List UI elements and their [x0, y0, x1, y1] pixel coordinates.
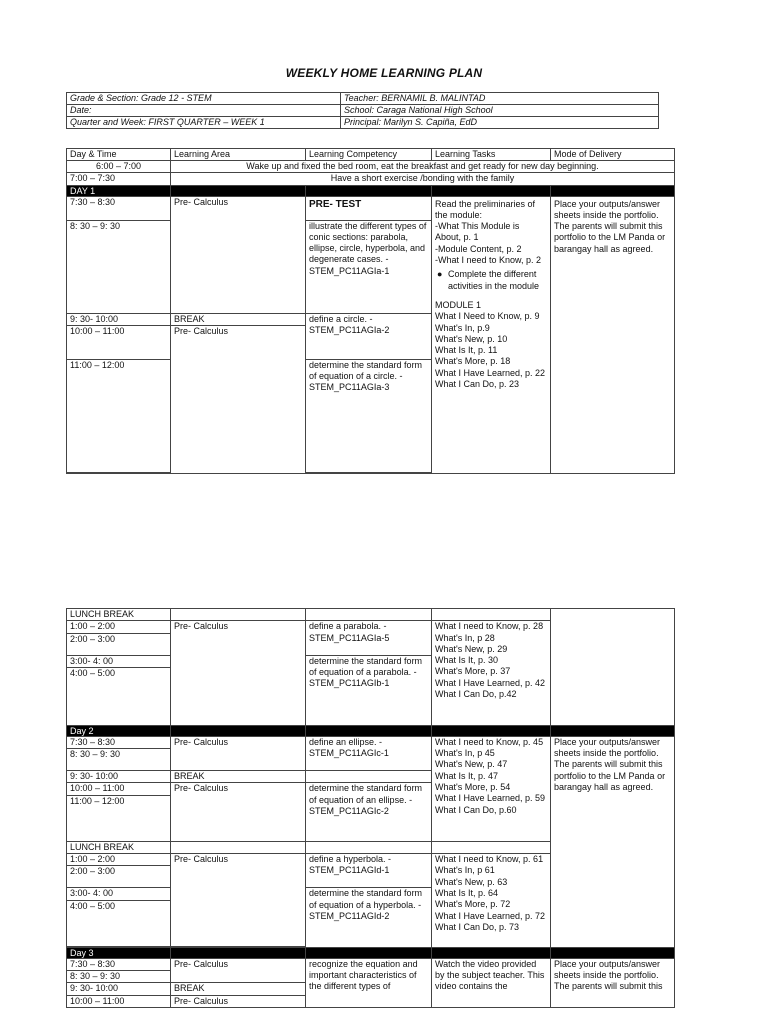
grade-section: Grade & Section: Grade 12 - STEM [67, 93, 341, 105]
task-bullet-text: Complete the different activities in the module [448, 269, 540, 291]
delivery-cell: Place your outputs/answer sheets inside the portfolio. The parents will submit this portfolio to the LM Panda or barangay hall as agreed. [551, 196, 675, 473]
task-intro: Read the preliminaries of the module: [435, 198, 536, 220]
quarter-week: Quarter and Week: FIRST QUARTER – WEEK 1 [67, 117, 341, 129]
learning-area: Pre- Calculus [171, 621, 306, 726]
module-item: What's More, p. 18 [435, 356, 511, 367]
learning-tasks-cell [432, 196, 551, 473]
routine-row [67, 161, 675, 173]
time-slot: 9: 30- 10:00 [67, 771, 171, 783]
module-item: What's In, p 28 [435, 632, 495, 643]
time-slot: 1:00 – 2:00 [67, 621, 171, 633]
competency: define a circle. - STEM_PC11AGIa-2 [306, 313, 432, 359]
module-item: What's New, p. 29 [435, 643, 508, 654]
day-label: DAY 1 [67, 185, 171, 196]
module-item: What I need to Know, p. 45 [435, 736, 544, 747]
learning-area: Pre- Calculus [171, 196, 306, 313]
principal: Principal: Marilyn S. Capiña, EdD [341, 117, 659, 129]
time-slot: 7:30 – 8:30 [67, 736, 171, 748]
bullet-icon: ● [437, 269, 443, 280]
pretest-label: PRE- TEST [306, 196, 432, 220]
module-item: What I Can Do, p. 73 [435, 921, 520, 932]
school: School: Caraga National High School [341, 105, 659, 117]
module-item: What I Have Learned, p. 59 [435, 793, 546, 804]
competency: define a hyperbola. - STEM_PC11AGId-1 [306, 854, 432, 888]
page-title: WEEKLY HOME LEARNING PLAN [285, 66, 483, 80]
module-label: MODULE 1 [435, 299, 482, 310]
time-slot: 11:00 – 12:00 [67, 359, 171, 472]
day-header-row [67, 947, 675, 958]
routine-row [67, 173, 675, 185]
learning-area: Pre- Calculus [171, 854, 306, 947]
routine-time: 6:00 – 7:00 [67, 161, 171, 173]
module-item: What's In, p 45 [435, 748, 495, 759]
competency: determine the standard form of equation of an ellipse. -STEM_PC11AGIc-2 [306, 783, 432, 841]
header-tasks: Learning Tasks [432, 149, 551, 161]
module-item: What's In, p.9 [435, 322, 490, 333]
module-item: What I Need to Know, p. 9 [435, 311, 540, 322]
learning-area: Pre- Calculus [171, 958, 306, 983]
header-row [67, 149, 675, 161]
time-slot: 3:00- 4: 00 [67, 888, 171, 900]
day-label: Day 2 [67, 725, 171, 736]
module-item: What I Can Do, p.60 [435, 804, 517, 815]
delivery-cell: Place your outputs/answer sheets inside the portfolio. The parents will submit this portfolio to the LM Panda or barangay hall as agreed. [551, 736, 675, 947]
time-slot: 4:00 – 5:00 [67, 667, 171, 725]
delivery-cell [551, 609, 675, 726]
time-slot: 10:00 – 11:00 [67, 995, 171, 1007]
time-slot: 9: 30- 10:00 [67, 983, 171, 995]
time-slot: 2:00 – 3:00 [67, 633, 171, 655]
module-item: What's More, p. 37 [435, 666, 511, 677]
task-line: -What I need to Know, p. 2 [435, 255, 542, 266]
module-item: What's New, p. 47 [435, 759, 508, 770]
time-slot: 10:00 – 11:00 [67, 783, 171, 795]
routine-activity: Have a short exercise /bonding with the family [171, 173, 675, 185]
module-item: What I Have Learned, p. 42 [435, 677, 546, 688]
competency: define an ellipse. - STEM_PC11AGIc-1 [306, 736, 432, 770]
module-item: What I Can Do, p.42 [435, 689, 517, 700]
competency: determine the standard form of equation of a circle. - STEM_PC11AGIa-3 [306, 359, 432, 472]
module-item: What's New, p. 63 [435, 876, 508, 887]
learning-area: Pre- Calculus [171, 736, 306, 770]
header-area: Learning Area [171, 149, 306, 161]
learning-area: BREAK [171, 313, 306, 325]
task-line: -Module Content, p. 2 [435, 243, 522, 254]
routine-time: 7:00 – 7:30 [67, 173, 171, 185]
time-slot: 8: 30 – 9: 30 [67, 970, 171, 982]
module-item: What Is It, p. 64 [435, 887, 499, 898]
header-competency: Learning Competency [306, 149, 432, 161]
plan-table-continued [66, 608, 675, 1008]
competency: recognize the equation and important characteristics of the different types of [306, 958, 432, 1007]
module-item: What I need to Know, p. 28 [435, 621, 544, 632]
time-slot: 4:00 – 5:00 [67, 900, 171, 946]
competency: illustrate the different types of conic sections: parabola, ellipse, circle, hyperbola, and degenerate cases. - STEM_PC11AGIa-1 [306, 220, 432, 313]
module-item: What's More, p. 54 [435, 782, 511, 793]
time-slot: 7:30 – 8:30 [67, 958, 171, 970]
schedule-row [67, 736, 675, 748]
lunch-break: LUNCH BREAK [67, 841, 171, 853]
plan-table [66, 148, 675, 474]
date: Date: [67, 105, 341, 117]
time-slot: 11:00 – 12:00 [67, 795, 171, 841]
module-item: What Is It, p. 47 [435, 770, 499, 781]
learning-tasks-cell [432, 736, 551, 841]
learning-tasks-cell [432, 621, 551, 726]
day-header-row [67, 725, 675, 736]
time-slot: 3:00- 4: 00 [67, 655, 171, 667]
learning-area: BREAK [171, 771, 306, 783]
schedule-row [67, 958, 675, 970]
header-delivery: Mode of Delivery [551, 149, 675, 161]
learning-area: Pre- Calculus [171, 995, 306, 1007]
module-item: What Is It, p. 11 [435, 345, 498, 356]
module-item: What's New, p. 10 [435, 333, 508, 344]
learning-area: Pre- Calculus [171, 783, 306, 841]
time-slot: 8: 30 – 9: 30 [67, 749, 171, 771]
task-line: -What This Module is About, p. 1 [435, 221, 520, 243]
task-bullet-item [435, 269, 547, 292]
lunch-break: LUNCH BREAK [67, 609, 171, 621]
competency: determine the standard form of equation of a parabola. - STEM_PC11AGIb-1 [306, 655, 432, 725]
time-slot: 9: 30- 10:00 [67, 313, 171, 325]
module-item: What I Can Do, p. 23 [435, 379, 520, 390]
info-table [66, 92, 659, 129]
module-item: What's In, p 61 [435, 865, 495, 876]
time-slot: 7:30 – 8:30 [67, 196, 171, 220]
learning-area: BREAK [171, 983, 306, 995]
module-item: What I Have Learned, p. 22 [435, 367, 546, 378]
delivery-cell: Place your outputs/answer sheets inside the portfolio. The parents will submit this [551, 958, 675, 1007]
learning-tasks-cell: Watch the video provided by the subject teacher. This video contains the [432, 958, 551, 1007]
time-slot: 10:00 – 11:00 [67, 325, 171, 359]
competency: define a parabola. - STEM_PC11AGIa-5 [306, 621, 432, 655]
learning-tasks-cell [432, 854, 551, 948]
module-item: What's More, p. 72 [435, 899, 511, 910]
time-slot: 2:00 – 3:00 [67, 866, 171, 888]
day-label: Day 3 [67, 947, 171, 958]
day-header-row [67, 185, 675, 196]
routine-activity: Wake up and fixed the bed room, eat the breakfast and get ready for new day beginning. [171, 161, 675, 173]
time-slot: 8: 30 – 9: 30 [67, 220, 171, 313]
competency: determine the standard form of equation of a hyperbola. - STEM_PC11AGId-2 [306, 888, 432, 947]
module-item: What I need to Know, p. 61 [435, 854, 544, 865]
learning-area: Pre- Calculus [171, 325, 306, 473]
module-item: What Is It, p. 30 [435, 655, 499, 666]
header-day-time: Day & Time [67, 149, 171, 161]
schedule-row [67, 196, 675, 220]
module-item: What I Have Learned, p. 72 [435, 910, 546, 921]
teacher: Teacher: BERNAMIL B. MALINTAD [341, 93, 659, 105]
time-slot: 1:00 – 2:00 [67, 854, 171, 866]
schedule-row [67, 609, 675, 621]
